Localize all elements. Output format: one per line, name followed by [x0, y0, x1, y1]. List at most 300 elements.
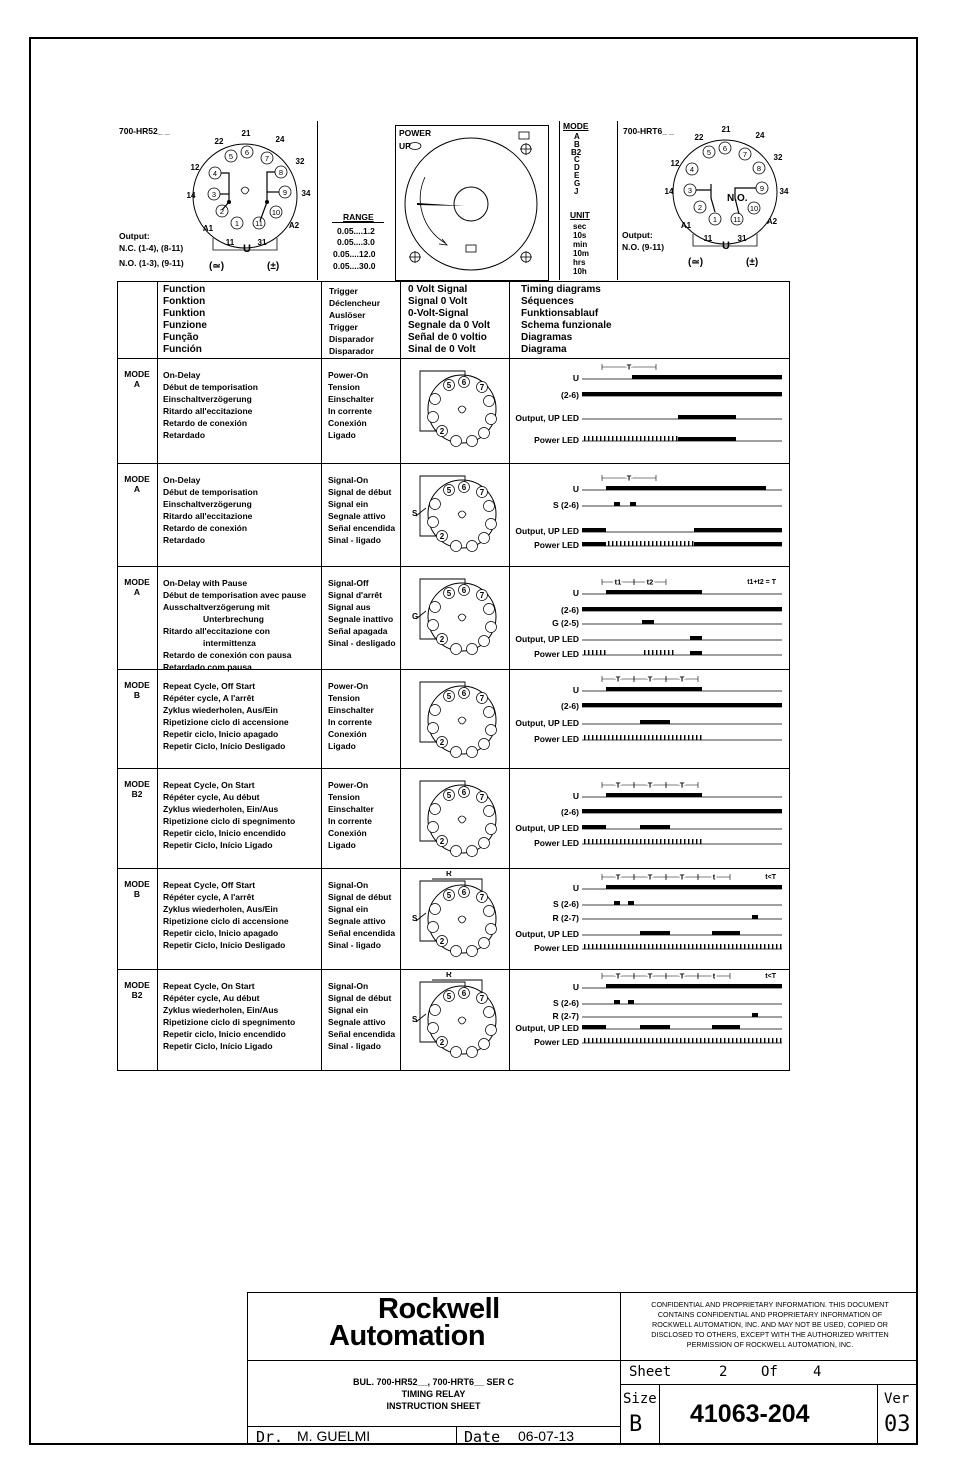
timing-signal-label: Power LED [534, 943, 579, 953]
tb-line [659, 1384, 660, 1445]
tb-line [620, 1292, 621, 1445]
svg-text:6: 6 [461, 689, 467, 698]
left-relay-pin-diagram [175, 128, 320, 278]
function-text: Retardado com pausa [163, 662, 252, 672]
trigger-text: Signal aus [328, 602, 371, 612]
trigger-text: Conexión [328, 418, 367, 428]
header-text: Signal 0 Volt [408, 296, 468, 307]
timing-mark-label: T [615, 872, 621, 882]
trigger-text: Señal apagada [328, 626, 388, 636]
timing-mark-label: T [626, 362, 632, 372]
mode-text: B2 [131, 789, 143, 799]
svg-text:3: 3 [687, 186, 693, 195]
mode-cell [117, 369, 157, 389]
drawn-by-label: Dr. [256, 1428, 284, 1446]
svg-text:1: 1 [712, 215, 718, 224]
tb-line [620, 1384, 918, 1385]
header-text: Auslöser [329, 310, 366, 320]
date-label: Date [464, 1428, 501, 1446]
function-text: Début de temporisation [163, 487, 258, 497]
unit-option: 10h [573, 267, 587, 276]
unit-list [573, 222, 589, 276]
svg-text:5: 5 [706, 148, 712, 157]
timing-markers [602, 781, 698, 790]
document-title [247, 1376, 620, 1412]
svg-text:8: 8 [756, 164, 762, 173]
timing-mark-label: T [615, 971, 621, 981]
trigger-text: Power-On [328, 681, 369, 691]
title-line: TIMING RELAY [401, 1389, 466, 1399]
trigger-text: Sinal - desligado [328, 638, 396, 648]
trigger-text: Sinal - ligado [328, 535, 381, 545]
header-text: Funktion [163, 308, 206, 319]
function-text: On-Delay with Pause [163, 578, 248, 588]
notice-line: PERMISSION OF ROCKWELL AUTOMATION, INC. [686, 1340, 854, 1349]
sheet-total: 4 [813, 1364, 822, 1380]
timing-mark-label: T [647, 674, 653, 684]
left-relay-model: 700-HR52_ _ [119, 126, 170, 136]
header-text: Disparador [329, 334, 374, 344]
header-text: 0 Volt Signal [408, 284, 468, 295]
timing-signal-label: U [572, 883, 579, 893]
timing-signal-label: Power LED [534, 540, 579, 550]
timing-signal-label: (2-6) [561, 390, 579, 400]
unit-option: hrs [573, 258, 586, 267]
mode-text: MODE [124, 680, 150, 690]
timing-diagram [582, 869, 786, 967]
trigger-cell [328, 369, 374, 441]
function-text: Zyklus wiederholen, Aus/Ein [163, 705, 278, 715]
function-text: Répéter cycle, Au début [163, 792, 260, 802]
svg-text:5: 5 [446, 891, 452, 900]
left-relay-output-no: N.O. (1-3), (9-11) [119, 258, 184, 268]
trigger-text: Ligado [328, 430, 356, 440]
svg-text:7: 7 [264, 154, 270, 163]
unit-option: 10m [573, 249, 590, 258]
svg-text:6: 6 [461, 378, 467, 387]
unit-option: sec [573, 222, 587, 231]
trigger-text: In corrente [328, 406, 372, 416]
table-col-line [400, 281, 401, 1071]
svg-text:5: 5 [446, 692, 452, 701]
header-text: Disparador [329, 346, 374, 356]
wiring-r-label: R [446, 972, 452, 979]
drawn-by: M. GUELMI [297, 1428, 371, 1444]
trigger-cell [328, 577, 396, 649]
timing-signal-label: (2-6) [561, 605, 579, 615]
timing-signal-label: S (2-6) [553, 899, 579, 909]
timing-markers [602, 675, 698, 684]
wiring-diagram [402, 672, 508, 766]
trigger-text: Señal encendida [328, 523, 396, 533]
svg-text:5: 5 [446, 381, 452, 390]
wiring-diagram [402, 466, 508, 564]
tb-line [247, 1360, 918, 1361]
timing-signal-label: Output, UP LED [515, 634, 579, 644]
timing-signal-label: U [572, 588, 579, 598]
timing-signal-label: Power LED [534, 435, 579, 445]
timing-mark-label: t1 [614, 577, 622, 587]
sheet-label: Sheet [629, 1364, 672, 1380]
right-relay-output-no: N.O. (9-11) [622, 242, 665, 252]
timing-signal-label: U [572, 791, 579, 801]
wiring-label: G [412, 612, 419, 621]
timing-mark-label: T [679, 971, 685, 981]
right-relay-no-label: N.O. [727, 193, 748, 204]
timing-diagram [582, 670, 786, 766]
mode-cell [117, 879, 157, 899]
timing-signal-label: S (2-6) [553, 998, 579, 1008]
trigger-text: Segnale attivo [328, 511, 386, 521]
pin-label: 31 [257, 238, 267, 247]
svg-text:7: 7 [479, 994, 485, 1003]
header-function [163, 284, 207, 356]
of-label: Of [761, 1364, 778, 1380]
function-text: Début de temporisation [163, 382, 258, 392]
timing-mark-label: T [647, 872, 653, 882]
mode-text: A [133, 587, 141, 597]
timing-signal-label: R (2-7) [552, 913, 579, 923]
svg-text:1: 1 [234, 219, 240, 228]
svg-text:5: 5 [446, 589, 452, 598]
timing-signal-label: U [572, 373, 579, 383]
svg-text:11: 11 [255, 219, 263, 228]
timing-diagram [582, 359, 786, 461]
function-text: Répéter cycle, A l'arrêt [163, 892, 255, 902]
mode-cell [117, 779, 157, 799]
mode-text: B [133, 889, 141, 899]
function-text: Einschaltverzögerung [163, 394, 252, 404]
function-text: Repetir ciclo, Inicio apagado [163, 729, 279, 739]
svg-text:22: 22 [694, 133, 704, 142]
header-text: 0-Volt-Signal [408, 308, 469, 319]
trigger-text: Tension [328, 693, 360, 703]
mode-text: B [133, 690, 141, 700]
function-text: Repetir Ciclo, Início Desligado [163, 940, 286, 950]
trigger-text: Signal-On [328, 880, 369, 890]
function-text: Répéter cycle, A l'arrêt [163, 693, 255, 703]
svg-text:5: 5 [446, 791, 452, 800]
svg-text:14: 14 [664, 187, 674, 196]
timing-signal-label: U [572, 982, 579, 992]
header-text: Function [163, 284, 206, 295]
left-relay-output-title: Output: [119, 231, 150, 241]
left-relay-dc-symbol: (±) [267, 261, 280, 272]
trigger-text: Sinal - ligado [328, 1041, 381, 1051]
pin-label: 21 [241, 129, 251, 138]
mode-option: E [574, 170, 580, 180]
svg-text:7: 7 [479, 694, 485, 703]
function-text: Répéter cycle, Au début [163, 993, 260, 1003]
timing-diagram [582, 769, 786, 866]
trigger-cell [328, 680, 374, 752]
timing-mark-label: t<T [765, 874, 776, 881]
mode-cell [117, 980, 157, 1000]
timing-signal-label: (2-6) [561, 807, 579, 817]
wiring-diagram [402, 569, 508, 667]
tb-line [456, 1426, 457, 1445]
header-signal [408, 284, 490, 356]
wiring-label: S [412, 914, 418, 923]
function-text: Ritardo all'eccitazione [163, 511, 253, 521]
svg-text:6: 6 [461, 483, 467, 492]
function-text: Ripetizione ciclo di spegnimento [163, 1017, 296, 1027]
mode-title: MODE [563, 121, 589, 131]
timing-signal-label: U [572, 484, 579, 494]
timing-mark-label: T [647, 780, 653, 790]
mode-text: MODE [124, 980, 150, 990]
svg-text:5: 5 [446, 992, 452, 1001]
timing-dial[interactable] [395, 125, 547, 279]
svg-text:5: 5 [446, 486, 452, 495]
svg-text:24: 24 [755, 131, 765, 140]
timing-mark-label: T [679, 674, 685, 684]
svg-text:8: 8 [278, 168, 284, 177]
unit-title: UNIT [570, 210, 590, 220]
header-timing [521, 284, 612, 356]
function-text: Einschaltverzögerung [163, 499, 252, 509]
timing-markers [602, 363, 656, 372]
wiring-label: S [412, 509, 418, 518]
timing-mark-label: t2 [646, 577, 654, 587]
mode-text: A [133, 484, 141, 494]
trigger-text: Signal-On [328, 981, 369, 991]
svg-text:2: 2 [439, 1038, 445, 1047]
notice-line: DISCLOSED TO OTHERS, EXCEPT WITH THE AUTHORIZED WRITTEN [651, 1330, 889, 1339]
svg-text:6: 6 [461, 788, 467, 797]
function-text: Ripetizione ciclo di accensione [163, 717, 289, 727]
timing-mark-label: T [647, 971, 653, 981]
trigger-text: Segnale attivo [328, 916, 386, 926]
timing-signal-label: Power LED [534, 649, 579, 659]
wiring-diagram [402, 361, 508, 461]
trigger-text: Segnale inattivo [328, 614, 394, 624]
trigger-text: Einschalter [328, 394, 374, 404]
header-text: Función [163, 344, 202, 355]
trigger-text: Power-On [328, 370, 369, 380]
svg-text:5: 5 [228, 152, 234, 161]
function-text: Repetir Ciclo, Início Ligado [163, 1041, 273, 1051]
date-value: 06-07-13 [518, 1428, 575, 1444]
trigger-text: Ligado [328, 840, 356, 850]
trigger-cell [328, 779, 374, 851]
right-relay-dc-symbol: (±) [746, 257, 759, 268]
timing-signal-label: Power LED [534, 1037, 579, 1047]
trigger-text: Signal-Off [328, 578, 369, 588]
left-relay-ac-symbol: (≃) [209, 261, 225, 272]
header-text: Déclencheur [329, 298, 381, 308]
svg-text:9: 9 [282, 188, 288, 197]
svg-text:2: 2 [697, 203, 703, 212]
timing-mark-label: t1+t2 = T [747, 579, 776, 586]
timing-signal-label: Power LED [534, 734, 579, 744]
timing-mark-label: t [712, 971, 716, 981]
function-text: Repeat Cycle, Off Start [163, 681, 256, 691]
function-cell [163, 369, 258, 441]
svg-text:10: 10 [271, 208, 281, 217]
svg-text:11: 11 [733, 215, 741, 224]
tb-line [247, 1426, 620, 1427]
timing-signal-label: Output, UP LED [515, 929, 579, 939]
range-value-4: 0.05....30.0 [333, 261, 376, 271]
wiring-diagram [402, 771, 508, 866]
pin-label: A1 [202, 224, 214, 233]
mode-text: B2 [131, 990, 143, 1000]
timing-signal-label: Output, UP LED [515, 526, 579, 536]
header-text: Diagramas [521, 332, 573, 343]
range-value-3: 0.05....12.0 [333, 249, 376, 259]
svg-text:7: 7 [479, 793, 485, 802]
notice-line: CONFIDENTIAL AND PROPRIETARY INFORMATION. THIS DOCUMENT [651, 1300, 889, 1309]
document-number: 41063-204 [690, 1400, 810, 1428]
trigger-text: Segnale attivo [328, 1017, 386, 1027]
function-text: Repetir ciclo, Inicio encendido [163, 828, 286, 838]
function-text: Repetir Ciclo, Início Ligado [163, 840, 273, 850]
mode-text: MODE [124, 779, 150, 789]
confidential-notice [622, 1300, 918, 1350]
header-text: Funzione [163, 320, 207, 331]
header-text: Função [163, 332, 199, 343]
header-divider [317, 121, 318, 280]
svg-text:7: 7 [479, 893, 485, 902]
function-cell [163, 879, 289, 951]
pin-label: 34 [301, 189, 311, 198]
header-text: Fonktion [163, 296, 206, 307]
right-relay-u-label: U [722, 240, 730, 252]
function-text: Ritardo all'eccitazione [163, 406, 253, 416]
right-relay-ac-symbol: (≃) [688, 257, 704, 268]
trigger-text: Sinal - ligado [328, 940, 381, 950]
mode-option: B2 [571, 147, 582, 157]
function-text: Repetir ciclo, Inicio encendido [163, 1029, 286, 1039]
mode-option: J [574, 186, 579, 196]
trigger-text: Señal encendida [328, 928, 396, 938]
svg-text:7: 7 [479, 383, 485, 392]
function-text: Ripetizione ciclo di spegnimento [163, 816, 296, 826]
company-logo-line2: Automation [329, 1320, 486, 1352]
header-text: Schema funzionale [521, 320, 612, 331]
timing-signal-label: R (2-7) [552, 1011, 579, 1021]
header-text: Señal de 0 voltio [408, 332, 487, 343]
function-text: Unterbrechung [203, 614, 264, 624]
timing-signal-label: Output, UP LED [515, 823, 579, 833]
function-text: Retardo de conexión con pausa [163, 650, 292, 660]
mode-option: C [574, 155, 580, 165]
svg-text:2: 2 [439, 532, 445, 541]
svg-text:9: 9 [759, 184, 765, 193]
timing-diagram [582, 970, 786, 1068]
timing-signal-label: Output, UP LED [515, 413, 579, 423]
function-cell [163, 577, 306, 673]
table-col-line [321, 281, 322, 1071]
unit-option: min [573, 240, 588, 249]
trigger-text: Signal ein [328, 499, 369, 509]
up-label: UP [399, 141, 411, 151]
function-cell [163, 779, 295, 851]
trigger-text: Signal ein [328, 1005, 369, 1015]
ver-value: 03 [884, 1412, 911, 1437]
svg-text:2: 2 [439, 635, 445, 644]
trigger-text: Signal de début [328, 487, 392, 497]
left-relay-u-label: U [243, 243, 251, 255]
wiring-diagram [402, 972, 508, 1068]
size-value: B [629, 1412, 643, 1437]
table-col-line [157, 281, 158, 1071]
svg-text:6: 6 [461, 586, 467, 595]
trigger-text: Signal-On [328, 475, 369, 485]
header-divider-right [617, 121, 618, 280]
svg-text:6: 6 [461, 888, 467, 897]
svg-text:A1: A1 [680, 221, 692, 230]
function-text: Repeat Cycle, On Start [163, 780, 255, 790]
timing-mark-label: T [626, 473, 632, 483]
notice-line: CONTAINS CONFIDENTIAL AND PROPRIETARY INFORMATION OF [657, 1310, 883, 1319]
function-text: On-Delay [163, 475, 201, 485]
function-cell [163, 980, 295, 1052]
header-text: Diagrama [521, 344, 567, 355]
trigger-text: Tension [328, 382, 360, 392]
range-value-1: 0.05....1.2 [337, 226, 375, 236]
svg-text:4: 4 [212, 169, 218, 178]
function-text: Retardado [163, 430, 206, 440]
timing-mark-label: t<T [765, 973, 776, 980]
svg-text:2: 2 [439, 427, 445, 436]
mode-option: A [574, 132, 580, 141]
svg-text:7: 7 [742, 150, 748, 159]
function-text: Début de temporisation avec pause [163, 590, 307, 600]
svg-text:4: 4 [689, 165, 695, 174]
function-text: Repetir Ciclo, Início Desligado [163, 741, 286, 751]
timing-mark-label: T [679, 780, 685, 790]
mode-text: MODE [124, 577, 150, 587]
function-cell [163, 680, 289, 752]
timing-markers [602, 474, 656, 483]
svg-text:6: 6 [722, 144, 728, 153]
function-cell [163, 474, 258, 546]
function-text: Zyklus wiederholen, Ein/Aus [163, 804, 279, 814]
size-label: Size [623, 1391, 657, 1407]
header-text: Segnale da 0 Volt [408, 320, 491, 331]
function-text: Retardado [163, 535, 206, 545]
left-relay-output-nc: N.C. (1-4), (8-11) [119, 243, 184, 253]
header-text: Funktionsablauf [521, 308, 599, 319]
header-text: Trigger [329, 286, 358, 296]
svg-text:6: 6 [461, 989, 467, 998]
mode-text: MODE [124, 369, 150, 379]
mode-text: A [133, 379, 141, 389]
trigger-text: Ligado [328, 741, 356, 751]
pin-label: 22 [214, 137, 224, 146]
function-text: Ripetizione ciclo di accensione [163, 916, 289, 926]
timing-signal-label: G (2-5) [552, 618, 579, 628]
notice-line: ROCKWELL AUTOMATION, INC. AND MAY NOT BE USED, COPIED OR [652, 1320, 888, 1329]
function-text: Retardo de conexión [163, 418, 248, 428]
title-line: BUL. 700-HR52__, 700-HRT6__ SER C [352, 1377, 515, 1387]
company-logo-line1: Rockwell [378, 1293, 500, 1325]
function-text: Repetir ciclo, Inicio apagado [163, 928, 279, 938]
mode-cell [117, 474, 157, 494]
timing-diagram [582, 567, 786, 667]
svg-text:11: 11 [703, 234, 713, 243]
svg-text:2: 2 [439, 837, 445, 846]
range-value-2: 0.05....3.0 [337, 237, 375, 247]
svg-text:7: 7 [479, 488, 485, 497]
svg-text:34: 34 [779, 187, 789, 196]
svg-text:7: 7 [479, 591, 485, 600]
header-text: Sinal de 0 Volt [408, 344, 476, 355]
range-underline [332, 222, 384, 223]
mode-option: D [574, 163, 580, 173]
